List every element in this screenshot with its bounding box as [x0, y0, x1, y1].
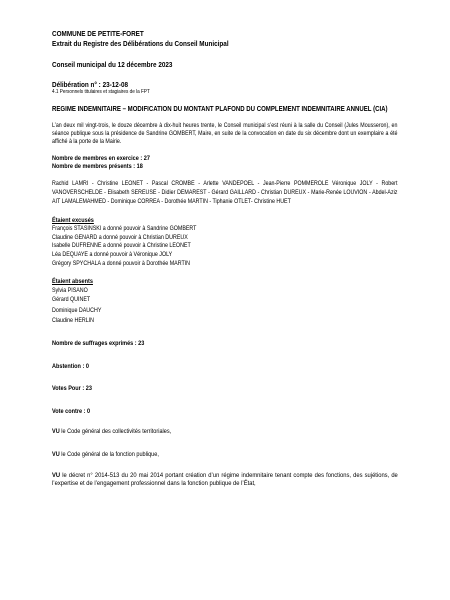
- vu-text: le Code général des collectivités territoriales,: [59, 428, 172, 436]
- deliberation-category: 4.1 Personnels titulaires et stagiaires de la FPT: [52, 89, 150, 96]
- members-present: Nombre de membres présents : 18: [52, 163, 143, 171]
- excused-heading: Étaient excusés: [52, 216, 94, 224]
- abstention-count: Abstention : 0: [52, 362, 89, 370]
- list-item: Isabelle DUFRENNE a donné pouvoir à Christine LEONET: [52, 242, 191, 250]
- votes-pour-count: Votes Pour : 23: [52, 385, 92, 393]
- vu-label: VU: [52, 451, 60, 459]
- list-item: Gérard QUINET: [52, 296, 91, 304]
- vu-line: [52, 428, 343, 437]
- present-members-list: Rachid LAMRI - Christine LEONET - Pascal CROMBE - Arlette VANDEPOEL - Jean-Pierre POMMEROLE Véronique JOLY - Robert VANOVERSCHELDE - Elisabeth SEREUSE - Didier DEMAREST - Gérard GAILLARD - Christian DUREUX - Marie-Renée LOUVION - Abdel-Aziz AIT LAMALEMAHMED - Dominique CORREA - Dorothée MARTIN - Tiphanie OTLET- Christine HUET: [52, 179, 398, 205]
- deliberation-title: REGIME INDEMNITAIRE – MODIFICATION DU MONTANT PLAFOND DU COMPLEMENT INDEMNITAIRE ANNUEL (CIA): [52, 104, 388, 114]
- commune-name: COMMUNE DE PETITE-FORET: [52, 29, 144, 38]
- meeting-date: Conseil municipal du 12 décembre 2023: [52, 60, 173, 70]
- list-item: Léa DEQUAYE a donné pouvoir à Véronique JOLY: [52, 251, 173, 259]
- register-extract: Extrait du Registre des Délibérations du Conseil Municipal: [52, 38, 229, 48]
- vu-line: [52, 451, 343, 460]
- deliberation-number: Délibération n° : 23-12-08: [52, 79, 129, 89]
- absent-heading: Étaient absents: [52, 278, 93, 286]
- list-item: Claudine HERLIN: [52, 316, 95, 324]
- vu-line: [52, 472, 398, 490]
- list-item: Dominique DAUCHY: [52, 306, 102, 314]
- intro-paragraph: L’an deux mil vingt-trois, le douze décembre à dix-huit heures trente, le Conseil municipal s’est réuni à la salle du Conseil (Jules Mousseron), en séance publique sous la présidence de Sandrine GOMBERT, Maire, en suite de la convocation en date du six décembre dont un exemplaire a été affiché à la porte de la Mairie.: [52, 121, 398, 146]
- document-page: [52, 29, 398, 489]
- vu-label: VU: [52, 428, 60, 436]
- vu-text: le décret n° 2014-513 du 20 mai 2014 portant création d’un régime indemnitaire tenant compte des fonctions, des sujétions, de l’expertise et de l’engagement professionnel dans la fonction publique de l’État,: [52, 471, 398, 488]
- absent-list: [52, 287, 398, 326]
- list-item: Grégory SPYCHALA a donné pouvoir à Dorothée MARTIN: [52, 259, 191, 267]
- list-item: Sylvia PISANO: [52, 286, 88, 294]
- list-item: Claudine GENARD a donné pouvoir à Christian DUREUX: [52, 233, 188, 241]
- vu-label: VU: [52, 471, 61, 479]
- vu-text: le Code général de la fonction publique,: [59, 451, 159, 459]
- excused-list: [52, 225, 398, 268]
- votes-contre-count: Vote contre : 0: [52, 407, 91, 415]
- members-in-office: Nombre de membres en exercice : 27: [52, 154, 150, 162]
- suffrages-count: Nombre de suffrages exprimés : 23: [52, 340, 145, 348]
- list-item: François STASINSKI a donné pouvoir à Sandrine GOMBERT: [52, 225, 197, 233]
